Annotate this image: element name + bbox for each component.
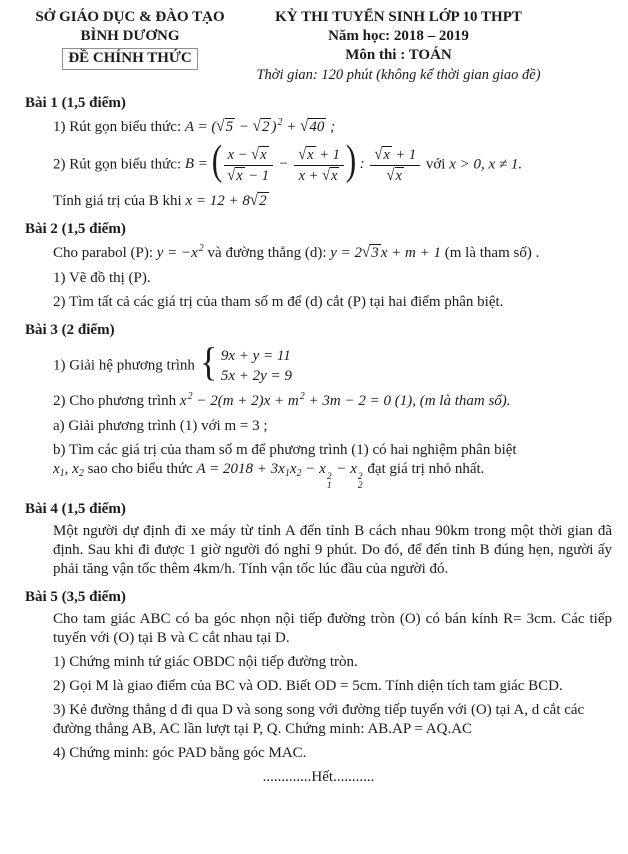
- bai5-question2: 2) Gọi M là giao điểm của BC và OD. Biết OD = 5cm. Tính diện tích tam giác BCD.: [53, 678, 563, 694]
- bai2-intro-text: và đường thẳng (d):: [207, 245, 327, 261]
- bai3-q2-label: 2) Cho phương trình: [53, 393, 177, 409]
- math-token: − 1: [248, 168, 269, 184]
- math-token: x +: [298, 168, 319, 184]
- header-left-block: [25, 8, 235, 70]
- fraction: [294, 146, 344, 184]
- math-token: x = 12 + 8: [185, 193, 250, 209]
- exponent: 2: [198, 243, 204, 254]
- fraction-numerator: [370, 146, 420, 166]
- bai1-question1: [53, 118, 612, 138]
- radical-sign-icon: √: [374, 145, 383, 164]
- radicand: x: [331, 168, 338, 184]
- fraction-denominator: [299, 166, 340, 184]
- bai2-intro-text: Cho parabol (P):: [53, 245, 153, 261]
- math-token: x: [289, 461, 297, 477]
- math-token: ,: [64, 461, 69, 477]
- bai1-q2-label: 2) Rút gọn biểu thức:: [53, 156, 182, 173]
- bai1-q1-formula: [185, 119, 335, 135]
- radical-sign-icon: √: [322, 166, 331, 185]
- line-formula: [330, 245, 441, 261]
- bai5-question4: 4) Chứng minh: góc PAD bằng góc MAC.: [53, 745, 307, 761]
- bai4-problem-text: Một người dự định đi xe máy từ tỉnh A đến tỉnh B cách nhau 90km trong một thời gian đã định. Sau khi đi được 1 giờ người đó nghỉ 9 phút. Do đó, để đến tỉnh B đúng hẹn, người ấy phải tăng vận tốc thêm 4km/h. Tính vận tốc lúc đầu của người đó.: [53, 523, 612, 577]
- equation-2: 5x + 2y = 9: [220, 368, 292, 384]
- radicand: 5: [225, 119, 234, 135]
- math-token: + 1: [319, 147, 340, 163]
- radical-sign-icon: √: [362, 243, 371, 262]
- math-token: y = 2: [330, 245, 363, 261]
- section-bai4: [25, 500, 612, 579]
- sqrt-radical: [362, 245, 381, 261]
- bai3-heading: Bài 3 (2 điểm): [25, 322, 115, 338]
- stacked-sub-sup: [327, 473, 332, 491]
- fraction: [224, 146, 273, 184]
- sqrt-radical: [227, 168, 244, 184]
- big-left-paren: (: [211, 138, 222, 184]
- bai5-question1: 1) Chứng minh tứ giác OBDC nội tiếp đường tròn.: [53, 654, 358, 670]
- sqrt-radical: [374, 147, 391, 163]
- radicand: 3: [371, 245, 379, 261]
- math-token: x −: [227, 147, 248, 163]
- bai3-q2b-text: đạt giá trị nhỏ nhất.: [367, 461, 485, 477]
- province-name: BÌNH DƯƠNG: [80, 28, 180, 44]
- parabola-formula: [157, 245, 204, 261]
- radical-sign-icon: √: [216, 117, 225, 136]
- expression-A: [196, 461, 364, 491]
- bai1-question3: [53, 192, 612, 211]
- math-token: A = (: [184, 119, 217, 135]
- subscript: 1: [284, 468, 290, 479]
- fraction-denominator: [387, 166, 404, 184]
- subscript: 1: [59, 468, 65, 479]
- official-exam-badge-wrap: [25, 48, 235, 70]
- header: [25, 8, 612, 85]
- bai3-question2a: a) Giải phương trình (1) với m = 3 ;: [53, 418, 268, 434]
- radicand: x: [236, 168, 243, 184]
- math-token: x: [350, 461, 357, 477]
- math-token: − 2(m + 2)x + m: [196, 393, 299, 409]
- exponent: 2: [357, 472, 363, 482]
- radicand: 40: [309, 119, 325, 135]
- math-token: −: [278, 156, 289, 173]
- bai1-heading: Bài 1 (1,5 điểm): [25, 95, 126, 111]
- equation-system: [199, 339, 292, 387]
- exponent: 2: [277, 117, 283, 128]
- radicand: x: [260, 147, 267, 163]
- math-token: ;: [330, 119, 336, 135]
- math-token: −: [238, 119, 249, 135]
- official-exam-badge: ĐỀ CHÍNH THỨC: [62, 48, 197, 70]
- fraction-denominator: [227, 166, 269, 184]
- bai1-q1-label: 1) Rút gọn biểu thức:: [53, 119, 182, 135]
- sqrt-radical: [300, 119, 326, 135]
- math-token: y = −x: [156, 245, 198, 261]
- section-bai2: [25, 220, 612, 312]
- bai2-question2: 2) Tìm tất cả các giá trị của tham số m để (d) cắt (P) tại hai điểm phân biệt.: [53, 294, 504, 310]
- bai1-question2: [53, 138, 612, 187]
- sqrt-radical: [387, 168, 404, 184]
- bai5-question3: 3) Kẻ đường thẳng d đi qua D và song song với đường tiếp tuyến với (O) tại A, d cắt các đường thẳng AB, AC lần lượt tại P, Q. Chứng minh: AB.AP = AQ.AC: [53, 702, 585, 737]
- math-token: :: [359, 156, 365, 173]
- school-year: Năm học: 2018 – 2019: [328, 28, 469, 44]
- math-token: + 1: [395, 147, 417, 163]
- section-bai3: [25, 321, 612, 491]
- sqrt-radical: [250, 193, 269, 209]
- bai3-q1-label: 1) Giải hệ phương trình: [53, 357, 195, 374]
- exponent: 2: [187, 391, 193, 402]
- radical-sign-icon: √: [227, 166, 236, 185]
- bai3-q2b-line2: [53, 460, 612, 491]
- end-of-exam-mark: .............Hết...........: [262, 769, 375, 785]
- sqrt-radical: [251, 147, 268, 163]
- exam-subject: Môn thi : TOÁN: [345, 47, 452, 63]
- section-bai1: [25, 94, 612, 211]
- bai3-question2: [53, 392, 612, 412]
- bai3-q2b-text: sao cho biểu thức: [87, 461, 193, 477]
- bai3-question1: [53, 339, 612, 387]
- math-token: ): [271, 119, 277, 135]
- bai1-q3-formula: [185, 193, 268, 209]
- roots-tokens: [53, 461, 84, 477]
- math-token: + 3m − 2 = 0 (1), (m là tham số).: [308, 393, 511, 409]
- sqrt-radical: [253, 119, 272, 135]
- department-name: SỞ GIÁO DỤC & ĐÀO TẠO: [35, 9, 225, 25]
- radicand: 2: [261, 119, 270, 135]
- condition-formula: x > 0, x ≠ 1.: [449, 156, 523, 173]
- bai2-question1: 1) Vẽ đồ thị (P).: [53, 270, 151, 286]
- math-token: B =: [184, 156, 208, 173]
- math-token: +: [286, 119, 297, 135]
- sqrt-radical: [322, 168, 339, 184]
- big-right-paren: ): [345, 138, 357, 184]
- header-right-block: [235, 8, 562, 85]
- radicand: x: [383, 147, 390, 163]
- radicand: x: [307, 147, 314, 163]
- bai1-q2-formula: [184, 138, 426, 185]
- bai5-heading: Bài 5 (3,5 điểm): [25, 589, 126, 605]
- bai1-q3-label: Tính giá trị của B khi: [53, 193, 182, 209]
- math-token: −: [305, 461, 316, 477]
- radical-sign-icon: √: [252, 117, 261, 136]
- stacked-sub-sup: [358, 473, 363, 491]
- radicand: x: [395, 168, 402, 184]
- bai3-question2b: [53, 441, 612, 491]
- bai2-heading: Bài 2 (1,5 điểm): [25, 221, 126, 237]
- subscript: 2: [357, 481, 363, 491]
- radical-sign-icon: √: [300, 117, 309, 136]
- bai3-q2b-line1: b) Tìm các giá trị của tham số m để phương trình (1) có hai nghiệm phân biệt: [53, 442, 517, 458]
- subscript: 2: [78, 468, 84, 479]
- math-token: x: [319, 461, 326, 477]
- radical-sign-icon: √: [251, 145, 260, 164]
- exponent: 2: [299, 391, 305, 402]
- radical-sign-icon: √: [249, 191, 259, 210]
- radical-sign-icon: √: [386, 166, 395, 185]
- exam-duration: Thời gian: 120 phút (không kể thời gian giao đề): [256, 67, 541, 83]
- bai2-intro-text: (m là tham số) .: [444, 245, 540, 261]
- quadratic-formula: [180, 393, 511, 409]
- exam-title: KỲ THI TUYỂN SINH LỚP 10 THPT: [275, 9, 522, 25]
- radicand: 2: [259, 193, 267, 209]
- bai5-intro: Cho tam giác ABC có ba góc nhọn nội tiếp đường tròn (O) có bán kính R= 3cm. Các tiếp tuyến với (O) tại B và C cắt nhau tại D.: [53, 611, 612, 646]
- math-token: x: [53, 461, 60, 477]
- math-token: x: [72, 461, 79, 477]
- condition-label: với: [425, 156, 446, 173]
- system-equations: [221, 346, 292, 386]
- radical-sign-icon: √: [298, 145, 307, 164]
- sqrt-radical: [298, 147, 315, 163]
- equation-1: 9x + y = 11: [220, 348, 291, 364]
- fraction-numerator: [224, 146, 273, 166]
- section-bai5: [25, 588, 612, 763]
- subscript: 1: [326, 481, 332, 491]
- math-token: x + m + 1: [380, 245, 441, 261]
- fraction: [370, 146, 420, 184]
- subscript: 2: [296, 468, 302, 479]
- math-token: A = 2018 + 3: [196, 461, 279, 477]
- math-token: −: [336, 461, 347, 477]
- sqrt-radical: [216, 119, 235, 135]
- bai4-heading: Bài 4 (1,5 điểm): [25, 501, 126, 517]
- bai2-intro: [53, 244, 612, 264]
- exponent: 2: [326, 472, 332, 482]
- system-brace: {: [199, 339, 217, 384]
- math-token: x: [278, 461, 285, 477]
- fraction-numerator: [294, 146, 344, 166]
- math-token: x: [179, 393, 187, 409]
